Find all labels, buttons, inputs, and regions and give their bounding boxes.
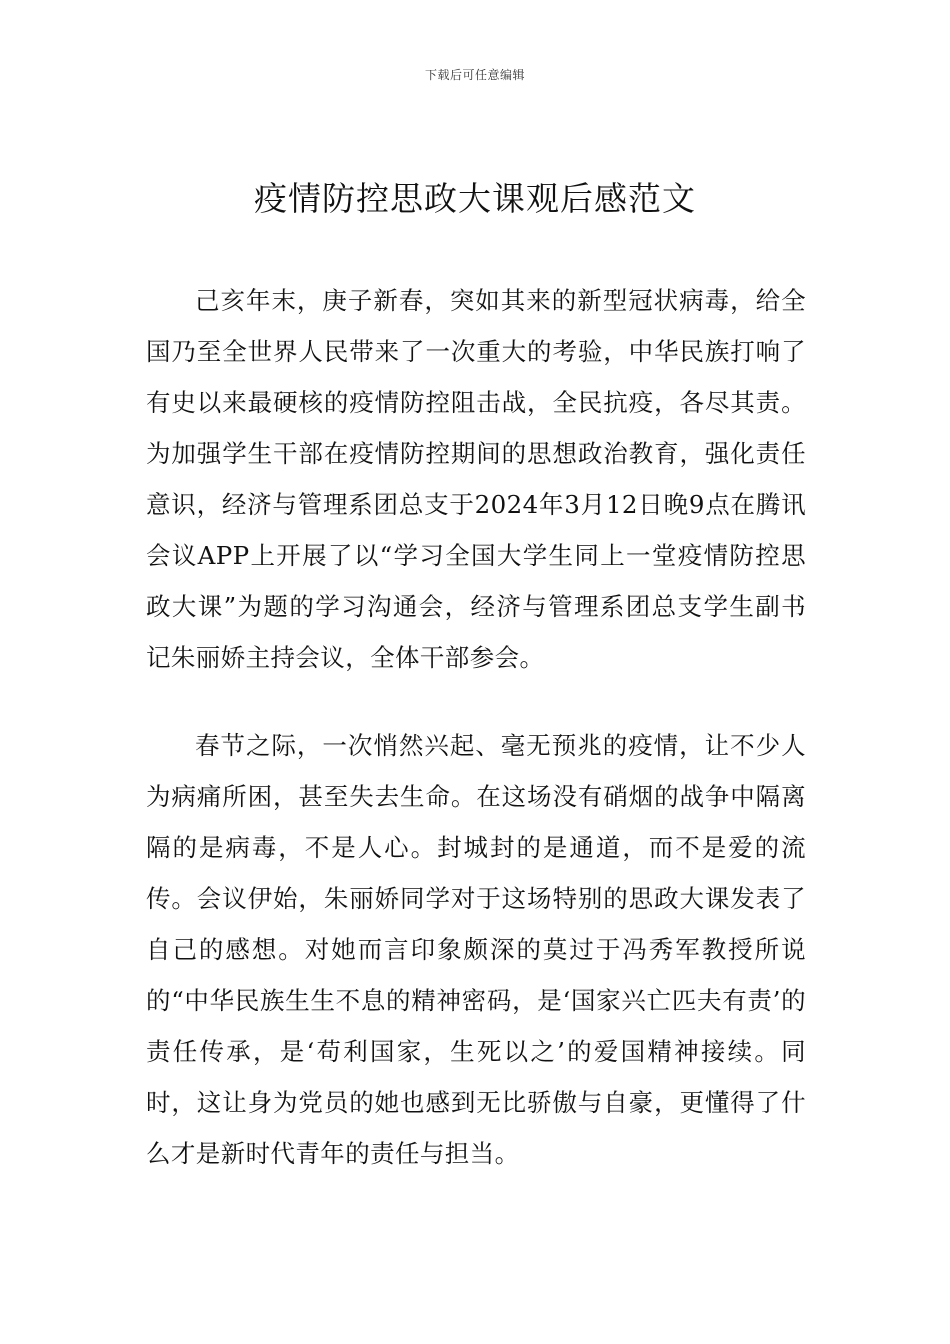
paragraph-2: 春节之际，一次悄然兴起、毫无预兆的疫情，让不少人为病痛所困，甚至失去生命。在这场没有硝烟的战争中隔离隔的是病毒，不是人心。封城封的是通道，而不是爱的流传。会议伊始，朱丽娇同学对于这场特别的思政大课发表了自己的感想。对她而言印象颇深的莫过于冯秀军教授所说的“中华民族生生不息的精神密码，是‘国家兴亡匹夫有责’的责任传承，是‘苟利国家，生死以之’的爱国精神接续。同时，这让身为党员的她也感到无比骄傲与自豪，更懂得了什么才是新时代青年的责任与担当。	[146, 731, 806, 1168]
header-note: 下载后可任意编辑	[424, 68, 525, 82]
paragraph-1: 己亥年末，庚子新春，突如其来的新型冠状病毒，给全国乃至全世界人民带来了一次重大的考验，中华民族打响了有史以来最硬核的疫情防控阻击战，全民抗疫，各尽其责。为加强学生干部在疫情防控期间的思想政治教育，强化责任意识，经济与管理系团总支于2024年3月12日晚9点在腾讯会议APP上开展了以“学习全国大学生同上一堂疫情防控思政大课”为题的学习沟通会，经济与管理系团总支学生副书记朱丽娇主持会议，全体干部参会。	[146, 286, 806, 672]
document-title: 疫情防控思政大课观后感范文	[254, 179, 696, 218]
